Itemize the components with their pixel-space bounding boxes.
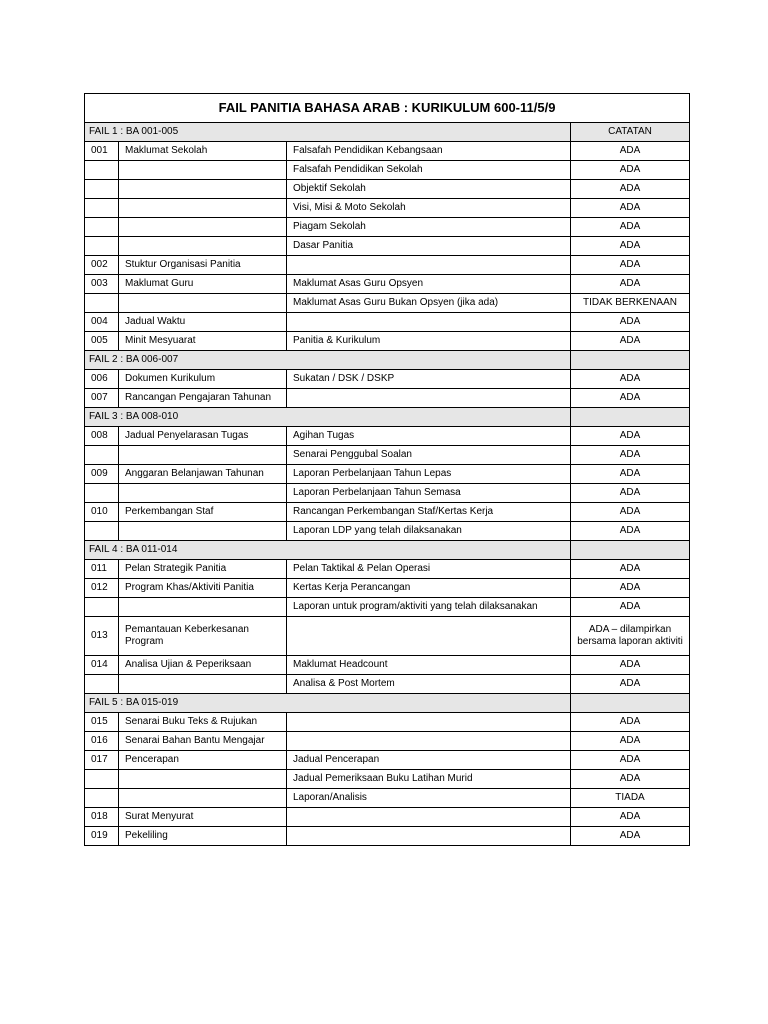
table-row <box>85 808 690 827</box>
table-row <box>85 180 690 199</box>
file-code-cell: 008 <box>85 427 119 446</box>
note-cell: ADA <box>571 484 690 503</box>
section-note <box>571 694 690 713</box>
table-row <box>85 427 690 446</box>
file-code-cell: 014 <box>85 656 119 675</box>
table-row <box>85 675 690 694</box>
table-row <box>85 294 690 313</box>
file-code-cell: 007 <box>85 389 119 408</box>
note-cell: ADA <box>571 560 690 579</box>
note-cell: ADA <box>571 465 690 484</box>
file-detail-cell: Analisa & Post Mortem <box>287 675 571 694</box>
file-item-cell: Pencerapan <box>119 751 287 770</box>
note-cell: ADA <box>571 522 690 541</box>
file-detail-cell: Dasar Panitia <box>287 237 571 256</box>
file-code-cell <box>85 770 119 789</box>
file-code-cell <box>85 675 119 694</box>
table-row <box>85 770 690 789</box>
file-item-cell: Senarai Bahan Bantu Mengajar <box>119 732 287 751</box>
file-code-cell: 017 <box>85 751 119 770</box>
file-item-cell: Analisa Ujian & Peperiksaan <box>119 656 287 675</box>
file-detail-cell <box>287 713 571 732</box>
table-row <box>85 142 690 161</box>
file-detail-cell: Kertas Kerja Perancangan <box>287 579 571 598</box>
section-header-row <box>85 351 690 370</box>
table-row <box>85 732 690 751</box>
file-code-cell: 002 <box>85 256 119 275</box>
file-detail-cell: Visi, Misi & Moto Sekolah <box>287 199 571 218</box>
file-code-cell <box>85 218 119 237</box>
section-label: FAIL 2 : BA 006-007 <box>85 351 571 370</box>
note-cell: ADA <box>571 770 690 789</box>
note-cell: ADA <box>571 579 690 598</box>
note-cell: ADA – dilampirkan bersama laporan aktiviti <box>571 617 690 656</box>
file-item-cell <box>119 237 287 256</box>
table-row <box>85 827 690 846</box>
note-cell: ADA <box>571 713 690 732</box>
table-row <box>85 275 690 294</box>
table-row <box>85 237 690 256</box>
file-detail-cell: Falsafah Pendidikan Kebangsaan <box>287 142 571 161</box>
file-code-cell <box>85 522 119 541</box>
table-row <box>85 256 690 275</box>
note-cell: ADA <box>571 332 690 351</box>
section-header-row <box>85 541 690 560</box>
file-item-cell: Rancangan Pengajaran Tahunan <box>119 389 287 408</box>
section-header-row <box>85 408 690 427</box>
note-cell: ADA <box>571 389 690 408</box>
file-code-cell: 001 <box>85 142 119 161</box>
table-row <box>85 656 690 675</box>
note-cell: ADA <box>571 827 690 846</box>
file-detail-cell: Laporan untuk program/aktiviti yang telah dilaksanakan <box>287 598 571 617</box>
file-item-cell: Surat Menyurat <box>119 808 287 827</box>
section-label: FAIL 5 : BA 015-019 <box>85 694 571 713</box>
file-detail-cell: Piagam Sekolah <box>287 218 571 237</box>
file-code-cell: 005 <box>85 332 119 351</box>
note-cell: ADA <box>571 218 690 237</box>
file-code-cell <box>85 484 119 503</box>
table-row <box>85 218 690 237</box>
file-code-cell: 012 <box>85 579 119 598</box>
note-cell: ADA <box>571 732 690 751</box>
note-cell: ADA <box>571 751 690 770</box>
note-cell: ADA <box>571 199 690 218</box>
file-code-cell: 011 <box>85 560 119 579</box>
file-item-cell: Pemantauan Keberkesanan Program <box>119 617 287 656</box>
table-row <box>85 484 690 503</box>
file-detail-cell <box>287 256 571 275</box>
note-cell: ADA <box>571 237 690 256</box>
file-item-cell: Senarai Buku Teks & Rujukan <box>119 713 287 732</box>
section-label: FAIL 1 : BA 001-005 <box>85 123 571 142</box>
file-item-cell <box>119 484 287 503</box>
file-code-cell: 006 <box>85 370 119 389</box>
note-cell: ADA <box>571 256 690 275</box>
note-cell: ADA <box>571 275 690 294</box>
table-row <box>85 199 690 218</box>
section-note <box>571 408 690 427</box>
table-row <box>85 789 690 808</box>
note-cell: ADA <box>571 808 690 827</box>
title-row <box>85 94 690 123</box>
table-row <box>85 598 690 617</box>
note-cell: ADA <box>571 503 690 522</box>
file-code-cell: 019 <box>85 827 119 846</box>
section-label: FAIL 4 : BA 011-014 <box>85 541 571 560</box>
file-item-cell: Stuktur Organisasi Panitia <box>119 256 287 275</box>
file-item-cell <box>119 199 287 218</box>
file-code-cell <box>85 294 119 313</box>
section-note: CATATAN <box>571 123 690 142</box>
section-note <box>571 351 690 370</box>
note-cell: ADA <box>571 142 690 161</box>
table-row <box>85 465 690 484</box>
file-detail-cell: Jadual Pemeriksaan Buku Latihan Murid <box>287 770 571 789</box>
file-item-cell: Pelan Strategik Panitia <box>119 560 287 579</box>
file-code-cell: 009 <box>85 465 119 484</box>
file-detail-cell: Laporan Perbelanjaan Tahun Semasa <box>287 484 571 503</box>
note-cell: ADA <box>571 675 690 694</box>
file-detail-cell: Laporan/Analisis <box>287 789 571 808</box>
note-cell: ADA <box>571 313 690 332</box>
file-item-cell <box>119 598 287 617</box>
file-code-cell: 016 <box>85 732 119 751</box>
section-header-row <box>85 694 690 713</box>
file-item-cell: Minit Mesyuarat <box>119 332 287 351</box>
file-code-cell <box>85 161 119 180</box>
file-detail-cell <box>287 389 571 408</box>
note-cell: TIDAK BERKENAAN <box>571 294 690 313</box>
table-row <box>85 579 690 598</box>
file-item-cell: Jadual Waktu <box>119 313 287 332</box>
file-detail-cell <box>287 808 571 827</box>
file-item-cell <box>119 294 287 313</box>
table-row <box>85 617 690 656</box>
note-cell: TIADA <box>571 789 690 808</box>
file-detail-cell: Maklumat Headcount <box>287 656 571 675</box>
file-item-cell <box>119 218 287 237</box>
table-row <box>85 389 690 408</box>
file-item-cell: Dokumen Kurikulum <box>119 370 287 389</box>
file-item-cell <box>119 770 287 789</box>
file-item-cell: Jadual Penyelarasan Tugas <box>119 427 287 446</box>
table-row <box>85 713 690 732</box>
file-detail-cell: Panitia & Kurikulum <box>287 332 571 351</box>
file-code-cell <box>85 446 119 465</box>
file-code-cell <box>85 237 119 256</box>
section-note <box>571 541 690 560</box>
section-header-row <box>85 123 690 142</box>
file-item-cell <box>119 180 287 199</box>
table-row <box>85 522 690 541</box>
file-item-cell: Anggaran Belanjawan Tahunan <box>119 465 287 484</box>
file-item-cell: Maklumat Sekolah <box>119 142 287 161</box>
table-row <box>85 751 690 770</box>
table-row <box>85 560 690 579</box>
file-detail-cell: Objektif Sekolah <box>287 180 571 199</box>
file-detail-cell: Maklumat Asas Guru Opsyen <box>287 275 571 294</box>
note-cell: ADA <box>571 427 690 446</box>
file-code-cell: 003 <box>85 275 119 294</box>
file-detail-cell: Falsafah Pendidikan Sekolah <box>287 161 571 180</box>
file-code-cell: 010 <box>85 503 119 522</box>
table-row <box>85 161 690 180</box>
note-cell: ADA <box>571 161 690 180</box>
file-item-cell: Maklumat Guru <box>119 275 287 294</box>
file-detail-cell: Maklumat Asas Guru Bukan Opsyen (jika ada) <box>287 294 571 313</box>
document-title: FAIL PANITIA BAHASA ARAB : KURIKULUM 600-11/5/9 <box>85 94 690 123</box>
file-detail-cell: Rancangan Perkembangan Staf/Kertas Kerja <box>287 503 571 522</box>
file-detail-cell: Jadual Pencerapan <box>287 751 571 770</box>
table-row <box>85 446 690 465</box>
file-detail-cell: Laporan LDP yang telah dilaksanakan <box>287 522 571 541</box>
table-row <box>85 332 690 351</box>
file-item-cell <box>119 522 287 541</box>
file-detail-cell: Agihan Tugas <box>287 427 571 446</box>
table-row <box>85 313 690 332</box>
file-detail-cell: Senarai Penggubal Soalan <box>287 446 571 465</box>
file-code-cell <box>85 598 119 617</box>
file-code-cell: 018 <box>85 808 119 827</box>
file-detail-cell <box>287 313 571 332</box>
file-detail-cell: Sukatan / DSK / DSKP <box>287 370 571 389</box>
file-detail-cell: Laporan Perbelanjaan Tahun Lepas <box>287 465 571 484</box>
note-cell: ADA <box>571 180 690 199</box>
file-item-cell <box>119 675 287 694</box>
file-item-cell <box>119 161 287 180</box>
note-cell: ADA <box>571 656 690 675</box>
note-cell: ADA <box>571 370 690 389</box>
file-detail-cell <box>287 732 571 751</box>
table-body <box>85 94 690 846</box>
file-code-cell: 015 <box>85 713 119 732</box>
file-code-cell <box>85 180 119 199</box>
file-detail-cell: Pelan Taktikal & Pelan Operasi <box>287 560 571 579</box>
file-item-cell: Pekeliling <box>119 827 287 846</box>
file-detail-cell <box>287 617 571 656</box>
file-code-cell <box>85 199 119 218</box>
section-label: FAIL 3 : BA 008-010 <box>85 408 571 427</box>
file-item-cell: Perkembangan Staf <box>119 503 287 522</box>
file-detail-cell <box>287 827 571 846</box>
file-item-cell: Program Khas/Aktiviti Panitia <box>119 579 287 598</box>
file-item-cell <box>119 446 287 465</box>
file-code-cell <box>85 789 119 808</box>
table-row <box>85 370 690 389</box>
document-table <box>84 93 690 846</box>
note-cell: ADA <box>571 598 690 617</box>
file-item-cell <box>119 789 287 808</box>
file-code-cell: 004 <box>85 313 119 332</box>
note-cell: ADA <box>571 446 690 465</box>
table-row <box>85 503 690 522</box>
file-code-cell: 013 <box>85 617 119 656</box>
